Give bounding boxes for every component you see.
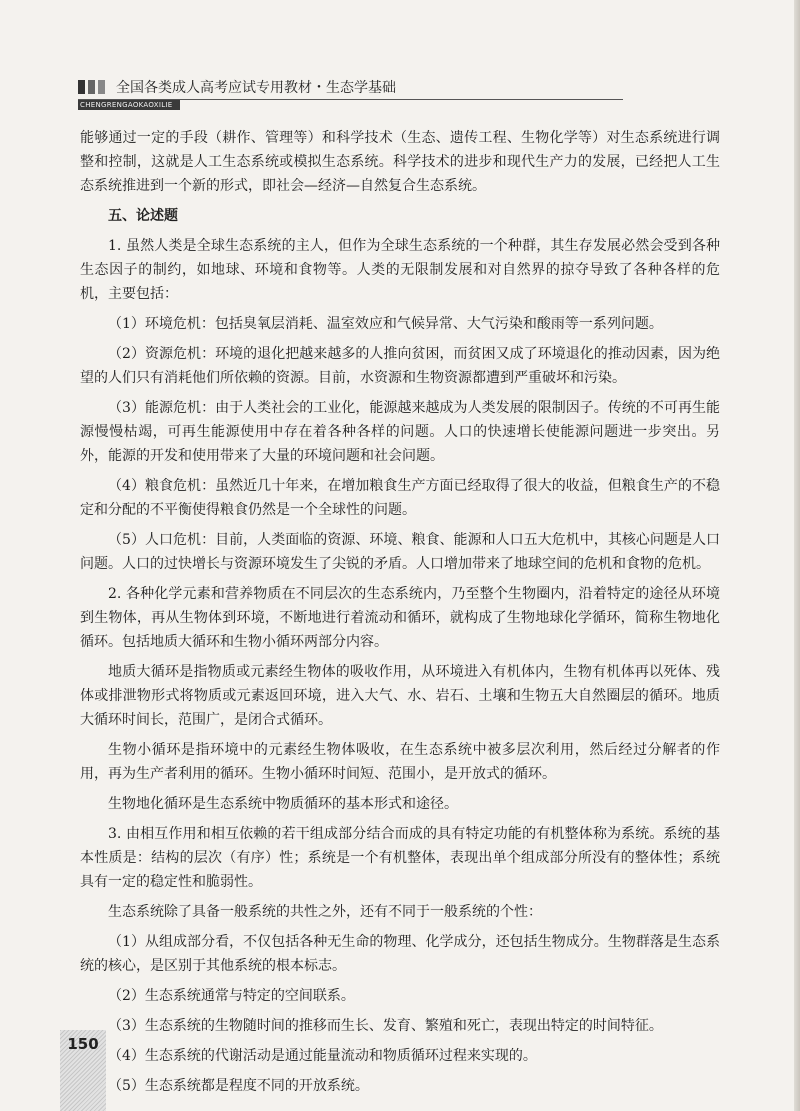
header-series-code: CHENGRENGAOKAOXILIE bbox=[78, 100, 180, 110]
section-heading: 五、论述题 bbox=[108, 208, 178, 224]
q3-item-1: （1）从组成部分看，不仅包括各种无生命的物理、化学成分，还包括生物成分。生物群落是生态系统的核心，是区别于其他系统的根本标志。 bbox=[80, 934, 720, 974]
q2-para-1: 地质大循环是指物质或元素经生物体的吸收作用，从环境进入有机体内，生物有机体再以死体、残体或排泄物形式将物质或元素返回环境，进入大气、水、岩石、土壤和生物五大自然圈层的循环。地质大循环时间长，范围广，是闭合式循环。 bbox=[80, 664, 720, 728]
question-1: 1. 虽然人类是全球生态系统的主人，但作为全球生态系统的一个种群，其生存发展必然会受到各种生态因子的制约，如地球、环境和食物等。人类的无限制发展和对自然界的掠夺导致了各种各样的危机，主要包括： bbox=[80, 238, 720, 302]
q3-lead: 生态系统除了具备一般系统的共性之外，还有不同于一般系统的个性： bbox=[108, 904, 542, 920]
q3-item-3: （3）生态系统的生物随时间的推移而生长、发育、繁殖和死亡，表现出特定的时间特征。 bbox=[108, 1018, 663, 1034]
running-header bbox=[78, 74, 623, 109]
q1-item-5: （5）人口危机：目前，人类面临的资源、环境、粮食、能源和人口五大危机中，其核心问题是人口问题。人口的过快增长与资源环境发生了尖锐的矛盾。人口增加带来了地球空间的危机和食物的危机。 bbox=[80, 532, 720, 572]
intro-paragraph: 能够通过一定的手段（耕作、管理等）和科学技术（生态、遗传工程、生物化学等）对生态系统进行调整和控制，这就是人工生态系统或模拟生态系统。科学技术的进步和现代生产力的发展，已经把人工生态系统推进到一个新的形式，即社会—经济—自然复合生态系统。 bbox=[80, 130, 720, 194]
q2-para-3: 生物地化循环是生态系统中物质循环的基本形式和途径。 bbox=[108, 796, 458, 812]
page-edge bbox=[794, 0, 800, 1111]
q2-para-2: 生物小循环是指环境中的元素经生物体吸收，在生态系统中被多层次利用，然后经过分解者的作用，再为生产者利用的循环。生物小循环时间短、范围小，是开放式的循环。 bbox=[80, 742, 720, 782]
q3-item-5: （5）生态系统都是程度不同的开放系统。 bbox=[108, 1078, 369, 1094]
q1-item-2: （2）资源危机：环境的退化把越来越多的人推向贫困，而贫困又成了环境退化的推动因素，因为绝望的人们只有消耗他们所依赖的资源。目前，水资源和生物资源都遭到严重破坏和污染。 bbox=[80, 346, 720, 386]
q3-item-4: （4）生态系统的代谢活动是通过能量流动和物质循环过程来实现的。 bbox=[108, 1048, 537, 1064]
question-2: 2. 各种化学元素和营养物质在不同层次的生态系统内，乃至整个生物圈内，沿着特定的途径从环境到生物体，再从生物体到环境，不断地进行着流动和循环，就构成了生物地球化学循环，简称生物地化循环。包括地质大循环和生物小循环两部分内容。 bbox=[80, 586, 720, 650]
q1-item-1: （1）环境危机：包括臭氧层消耗、温室效应和气候异常、大气污染和酸雨等一系列问题。 bbox=[108, 316, 663, 332]
q1-item-3: （3）能源危机：由于人类社会的工业化，能源越来越成为人类发展的限制因子。传统的不可再生能源慢慢枯竭，可再生能源使用中存在着各种各样的问题。人口的快速增长使能源问题进一步突出。另外，能源的开发和使用带来了大量的环境问题和社会问题。 bbox=[80, 400, 720, 464]
q1-item-4: （4）粮食危机：虽然近几十年来，在增加粮食生产方面已经取得了很大的收益，但粮食生产的不稳定和分配的不平衡使得粮食仍然是一个全球性的问题。 bbox=[80, 478, 720, 518]
header-blocks-icon bbox=[78, 80, 105, 94]
question-3: 3. 由相互作用和相互依赖的若干组成部分结合而成的具有特定功能的有机整体称为系统。系统的基本性质是：结构的层次（有序）性；系统是一个有机整体，表现出单个组成部分所没有的整体性；系统具有一定的稳定性和脆弱性。 bbox=[80, 826, 720, 890]
page-body bbox=[80, 126, 720, 1104]
q3-item-2: （2）生态系统通常与特定的空间联系。 bbox=[108, 988, 355, 1004]
page-number: 150 bbox=[67, 1035, 99, 1053]
header-title: 全国各类成人高考应试专用教材・生态学基础 bbox=[116, 80, 396, 96]
